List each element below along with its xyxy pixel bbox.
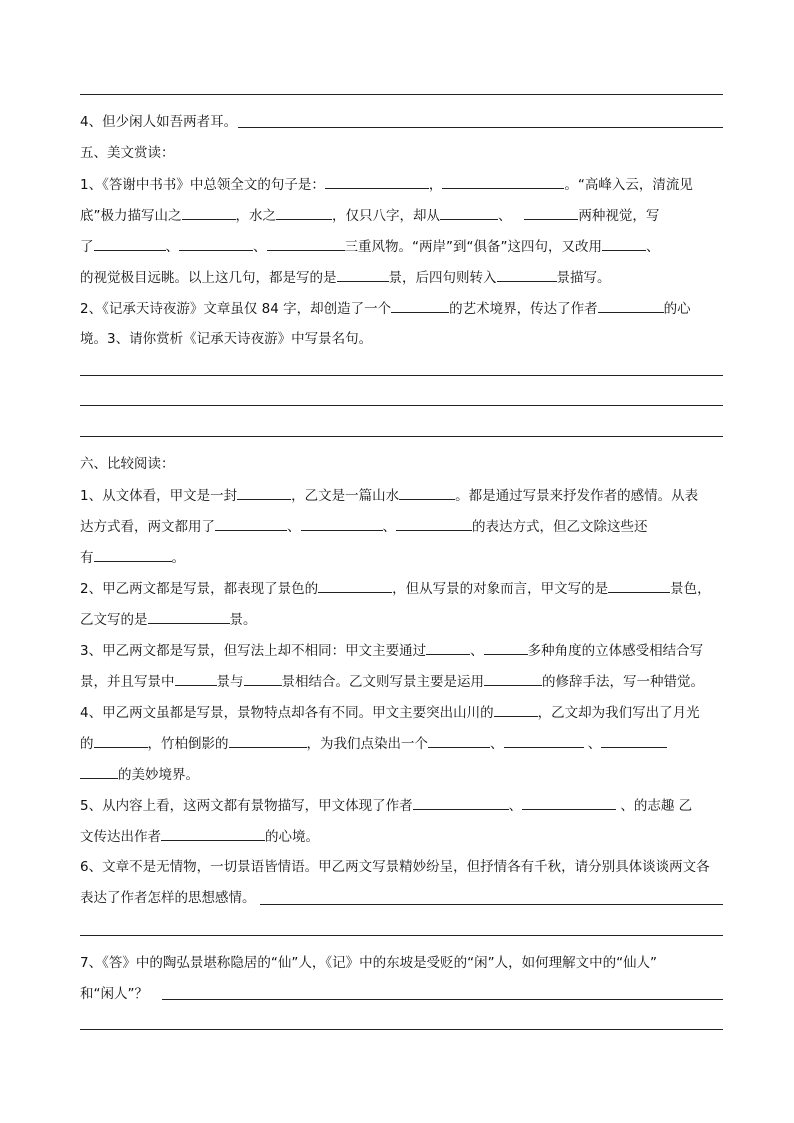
s6q5-line2: 文传达出作者 的心境。 [80,829,319,845]
blank[interactable] [484,641,528,655]
blank[interactable] [301,517,383,531]
blank[interactable] [602,237,646,251]
section5-title: 五、美文赏读： [80,145,175,161]
blank[interactable] [524,206,578,220]
blank[interactable] [413,796,509,810]
blank[interactable] [229,734,307,748]
s5q2-line2: 境。3、请你赏析《记承天诗夜游》中写景名句。 [80,331,373,347]
s5q1-line2: 底”极力描写山之 ，水之 ，仅只八字，却从 、 两种视觉，写 [80,208,660,224]
blank[interactable] [440,206,498,220]
s6q3-line2: 景，并且写景中 景与 景相结合。乙文则写景主要是运用 的修辞手法，写一种错觉。 [80,674,704,690]
s5q1-line1: 1、《答谢中书书》中总领全文的句子是： ， 。“高峰入云，清流见 [80,177,693,193]
answer-line[interactable] [80,405,723,406]
s6q2-line2: 乙文写的是 景。 [80,612,257,628]
q4-text: 4、但少闲人如吾两者耳。 [80,114,238,130]
blank[interactable] [318,579,392,593]
blank[interactable] [94,237,166,251]
blank[interactable] [522,796,616,810]
blank[interactable] [399,486,455,500]
blank[interactable] [325,175,429,189]
section6-title: 六、比较阅读： [80,456,175,472]
s6q6-line1: 6、文章不是无情物，一切景语皆情语。甲乙两文写景精妙纷呈，但抒情各有千秋，请分别具体谈谈两文各 [80,859,710,875]
blank[interactable] [442,175,564,189]
s6q6-line2: 表达了作者怎样的思想感情。 [80,890,256,906]
blank[interactable] [504,734,584,748]
q7-answer-line[interactable] [162,999,723,1000]
s6q1-line1: 1、从文体看，甲文是一封 ，乙文是一篇山水 。都是通过写景来抒发作者的感情。从表 [80,488,699,504]
blank[interactable] [497,268,557,282]
blank[interactable] [608,579,670,593]
blank[interactable] [179,237,253,251]
s6q3-line1: 3、甲乙两文都是写景，但写法上却不相同：甲文主要通过 、 多种角度的立体感受相结合写 [80,643,704,659]
s6q1-line2: 达方式看，两文都用了 、 、 的表达方式，但乙文除这些还 [80,519,648,535]
answer-line[interactable] [80,935,723,936]
q6-answer-line[interactable] [260,904,723,905]
blank[interactable] [337,268,389,282]
s6q4-line2: 的 ，竹柏倒影的 ，为我们点染出一个 、 、 [80,734,723,753]
blank[interactable] [267,237,345,251]
answer-line[interactable] [80,1029,723,1030]
q4-answer-line[interactable] [238,127,723,128]
blank[interactable] [80,765,118,779]
s5q1-line4: 的视觉极目远眺。以上这几句，都是写的是 景，后四句则转入 景描写。 [80,270,611,286]
blank[interactable] [276,206,332,220]
blank[interactable] [94,548,172,562]
blank[interactable] [148,610,230,624]
s6q5-line1: 5、从内容上看，这两文都有景物描写，甲文体现了作者 、 、的志趣 乙 [80,798,693,814]
s6q1-line3: 有 。 [80,550,185,566]
blank[interactable] [484,672,542,686]
s5q1-line3: 了 、 、 三重风物。“两岸”到“俱备”这四句，又改用 、 [80,239,660,255]
blank[interactable] [237,486,291,500]
s6q4-line1: 4、甲乙两文虽都是写景，景物特点却各有不同。甲文主要突出山川的 ，乙文却为我们写出了月光 [80,705,700,721]
blank[interactable] [244,672,282,686]
blank[interactable] [161,827,265,841]
blank[interactable] [94,734,148,748]
s6q7-line2: 和“闲人”？ [80,986,148,1002]
blank[interactable] [215,517,287,531]
blank[interactable] [175,672,217,686]
s5q2-line1: 2、《记承天诗夜游》文章虽仅 84 字，却创造了一个 的艺术境界，传达了作者 的心 [80,301,691,317]
blank[interactable] [598,299,664,313]
blank[interactable] [601,734,667,748]
s6q4-line3: 的美妙境界。 [80,765,723,784]
s6q7-line1: 7、《答》中的陶弘景堪称隐居的“仙”人，《记》中的东坡是受贬的“闲”人，如何理解文中的“仙人” [80,955,658,971]
answer-line[interactable] [80,375,723,376]
blank[interactable] [428,734,490,748]
blank[interactable] [391,299,449,313]
blank[interactable] [494,703,538,717]
blank[interactable] [396,517,472,531]
blank[interactable] [182,206,236,220]
blank[interactable] [426,641,470,655]
answer-line [80,94,723,95]
s6q2-line1: 2、甲乙两文都是写景，都表现了景色的 ，但从写景的对象而言，甲文写的是 景色， [80,581,711,597]
q4-line [80,113,723,131]
answer-line[interactable] [80,436,723,437]
